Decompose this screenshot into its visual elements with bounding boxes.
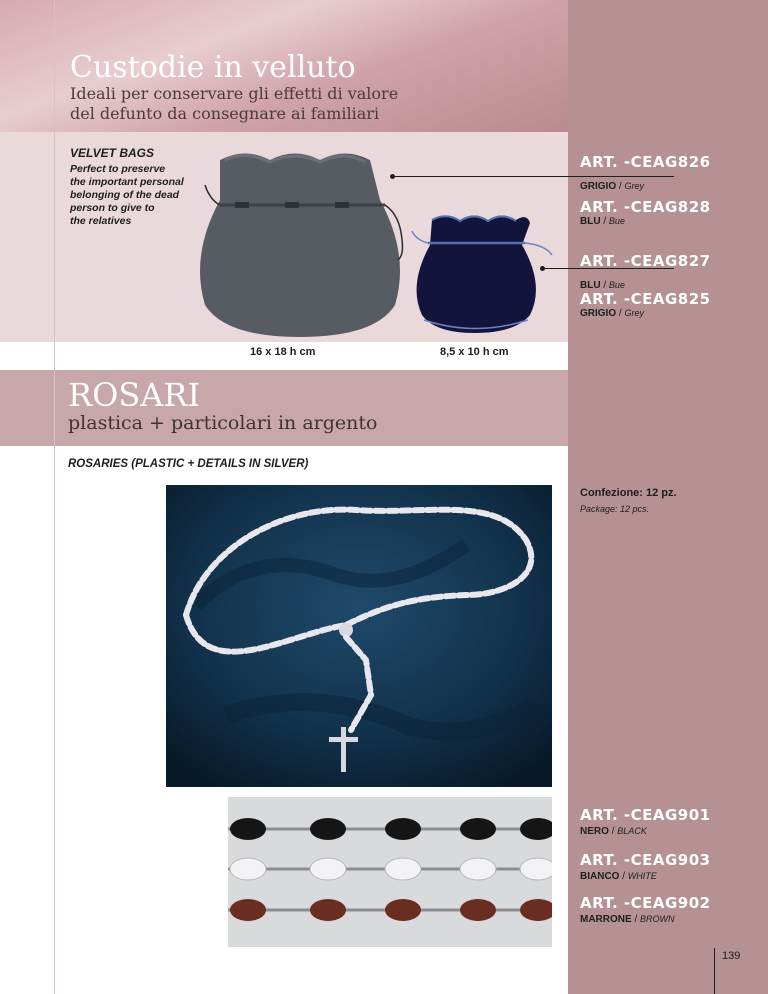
article-code: ART. -CEAG827 (580, 252, 711, 270)
page-number: 139 (722, 950, 741, 962)
color-en: BROWN (640, 914, 675, 924)
color-en: BLACK (617, 826, 647, 836)
section2-subtitle: plastica + particolari in argento (68, 412, 378, 434)
left-margin-line (54, 0, 55, 994)
article-code: ART. -CEAG826 (580, 153, 711, 171)
article-color: BLU / Bue (580, 216, 625, 227)
color-it: MARRONE (580, 914, 632, 925)
color-it: GRIGIO (580, 181, 617, 192)
article-color: BLU / Bue (580, 280, 625, 291)
article-code: ART. -CEAG902 (580, 894, 711, 912)
package-en: Package: 12 pcs. (580, 504, 650, 514)
rosaries-heading: ROSARIES (PLASTIC + DETAILS IN SILVER) (68, 458, 309, 470)
velvet-desc-line: the important personal (70, 176, 184, 188)
article-code: ART. -CEAG903 (580, 851, 711, 869)
page-number-rule (714, 948, 715, 994)
rosary-beads-photo (228, 797, 552, 947)
color-it: BLU (580, 216, 601, 227)
article-color: NERO / BLACK (580, 826, 647, 837)
color-en: WHITE (627, 871, 657, 881)
rosary-photo (166, 485, 552, 787)
article-code: ART. -CEAG825 (580, 290, 711, 308)
color-en: Grey (624, 181, 644, 191)
velvet-desc-line: belonging of the dead (70, 189, 180, 201)
section1-title: Custodie in velluto (70, 50, 356, 85)
velvet-desc-line: the relatives (70, 215, 132, 227)
velvet-desc-line: person to give to (70, 202, 155, 214)
article-code: ART. -CEAG828 (580, 198, 711, 216)
color-en: Grey (624, 308, 644, 318)
leader-line (392, 176, 674, 177)
velvet-heading: VELVET BAGS (70, 146, 155, 160)
article-color: GRIGIO / Grey (580, 181, 644, 192)
velvet-desc-line: Perfect to preserve (70, 163, 166, 175)
package-it: Confezione: 12 pz. (580, 487, 677, 499)
article-color: BIANCO / WHITE (580, 871, 657, 882)
article-code: ART. -CEAG901 (580, 806, 711, 824)
section1-subtitle-2: del defunto da consegnare ai familiari (70, 104, 380, 123)
section1-subtitle-1: Ideali per conservare gli effetti di valore (70, 84, 399, 103)
velvet-bags-image (180, 145, 560, 345)
color-it: GRIGIO (580, 308, 617, 319)
article-color: GRIGIO / Grey (580, 308, 644, 319)
dimension-small: 8,5 x 10 h cm (440, 346, 509, 358)
color-en: Bue (608, 280, 625, 290)
color-en: Bue (608, 216, 625, 226)
color-it: BLU (580, 280, 601, 291)
dimension-large: 16 x 18 h cm (250, 346, 316, 358)
article-color: MARRONE / BROWN (580, 914, 675, 925)
velvet-description (70, 163, 184, 228)
color-it: NERO (580, 826, 609, 837)
section2-title: ROSARI (68, 376, 201, 414)
color-it: BIANCO (580, 871, 620, 882)
